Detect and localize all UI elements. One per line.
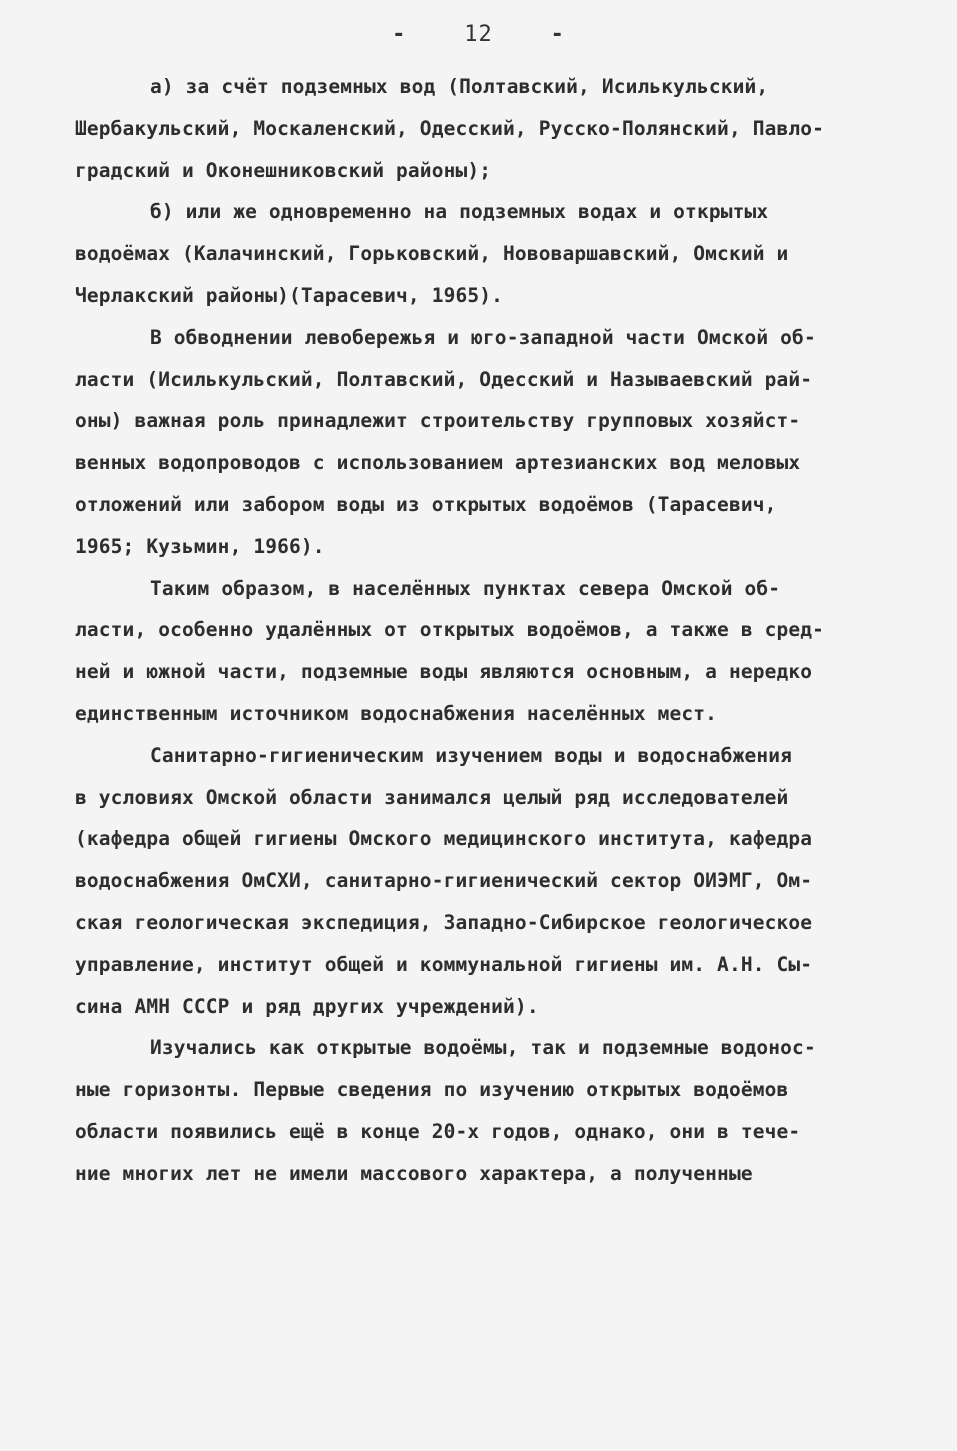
page-number-dash-left: -: [392, 22, 407, 47]
text-line: водоснабжения ОмСХИ, санитарно-гигиенический сектор ОИЭМГ, Ом-: [75, 869, 813, 893]
text-line: Черлакский районы)(Тарасевич, 1965).: [75, 283, 504, 307]
text-line: (кафедра общей гигиены Омского медицинского института, кафедра: [75, 827, 813, 851]
text-line: венных водопроводов с использованием артезианских вод меловых: [75, 451, 801, 475]
text-line: в условиях Омской области занимался целый ряд исследователей: [75, 785, 789, 809]
text-line: ласти, особенно удалённых от открытых водоёмов, а также в сред-: [75, 618, 825, 642]
paragraph-first-line: а) за счёт подземных вод (Полтавский, Исилькульский,: [150, 75, 769, 98]
text-line: управление, институт общей и коммунальной гигиены им. А.Н. Сы-: [75, 952, 813, 976]
text-line: ласти (Исилькульский, Полтавский, Одесский и Называевский рай-: [75, 367, 813, 391]
text-line: области появились ещё в конце 20-х годов, однако, они в тече-: [75, 1119, 801, 1143]
page-number-dash-right: -: [550, 22, 565, 47]
text-line: ней и южной части, подземные воды являются основным, а нередко: [75, 660, 813, 684]
text-line: ние многих лет не имели массового характера, а полученные: [75, 1161, 753, 1185]
paragraph-first-line: Таким образом, в населённых пунктах севера Омской об-: [150, 576, 781, 600]
paragraph-first-line: Изучались как открытые водоёмы, так и подземные водонос-: [150, 1036, 816, 1060]
page-number-header: [0, 22, 957, 47]
body-text: [75, 66, 895, 1195]
text-line: ская геологическая экспедиция, Западно-Сибирское геологическое: [75, 910, 813, 934]
text-line: градский и Оконешниковский районы);: [75, 158, 492, 182]
text-line: ные горизонты. Первые сведения по изучению открытых водоёмов: [75, 1078, 789, 1102]
paragraph-first-line: Санитарно-гигиеническим изучением воды и водоснабжения: [150, 743, 793, 767]
text-line: отложений или забором воды из открытых водоёмов (Тарасевич,: [75, 492, 777, 516]
text-line: 1965; Кузьмин, 1966).: [75, 534, 325, 558]
paragraph-first-line: В обводнении левобережья и юго-западной части Омской об-: [150, 325, 816, 349]
paragraph-first-line: б) или же одновременно на подземных водах и открытых: [150, 200, 769, 224]
text-line: Шербакульский, Москаленский, Одесский, Русско-Полянский, Павло-: [75, 116, 825, 140]
text-line: единственным источником водоснабжения населённых мест.: [75, 701, 718, 725]
text-line: водоёмах (Калачинский, Горьковский, Нововаршавский, Омский и: [75, 242, 789, 266]
text-line: оны) важная роль принадлежит строительству групповых хозяйст-: [75, 409, 801, 433]
page-number: 12: [464, 22, 493, 47]
text-line: сина АМН СССР и ряд других учреждений).: [75, 994, 539, 1018]
